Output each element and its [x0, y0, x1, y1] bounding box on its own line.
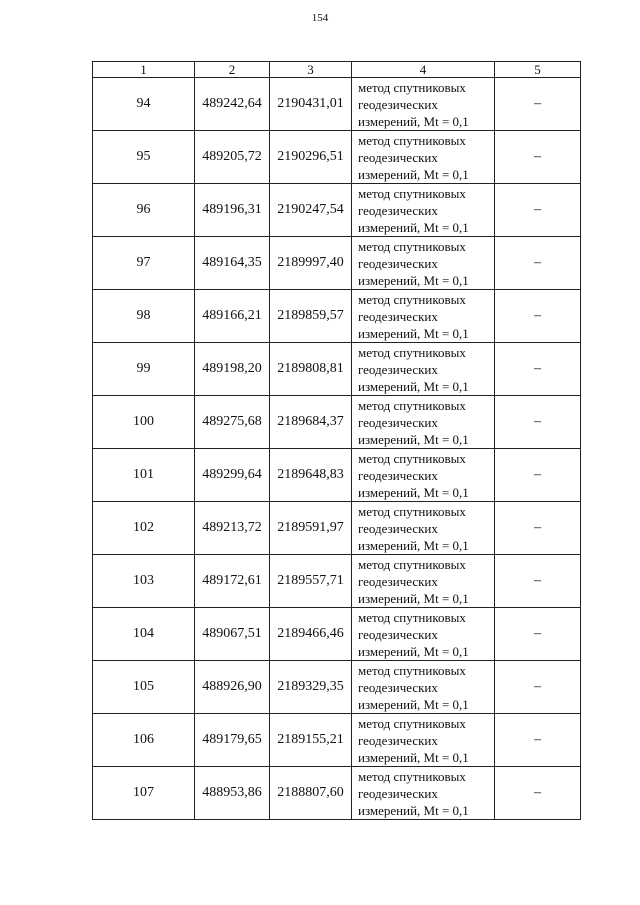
- method-text-line: геодезических: [358, 520, 438, 536]
- method-text-line: геодезических: [358, 255, 438, 271]
- header-col-4: 4: [352, 62, 495, 78]
- point-number-cell: 102: [93, 502, 195, 555]
- y-coordinate-cell: 2189648,83: [270, 449, 352, 502]
- method-text-line: геодезических: [358, 96, 438, 112]
- y-coordinate-cell: 2188807,60: [270, 767, 352, 820]
- method-text-line: геодезических: [358, 626, 438, 642]
- column-5-cell: –: [495, 343, 581, 396]
- method-text-line: метод спутниковых: [358, 609, 466, 625]
- method-cell: [352, 714, 495, 767]
- table-row: [93, 184, 581, 237]
- table-row: [93, 131, 581, 184]
- method-text-line: геодезических: [358, 732, 438, 748]
- header-col-3: 3: [270, 62, 352, 78]
- x-coordinate-cell: 489067,51: [195, 608, 270, 661]
- method-text-line: измерений, Mt = 0,1: [358, 325, 469, 341]
- method-cell: [352, 131, 495, 184]
- y-coordinate-cell: 2189155,21: [270, 714, 352, 767]
- y-coordinate-cell: 2189557,71: [270, 555, 352, 608]
- method-text-line: измерений, Mt = 0,1: [358, 484, 469, 500]
- point-number-cell: 104: [93, 608, 195, 661]
- x-coordinate-cell: 489172,61: [195, 555, 270, 608]
- column-5-cell: –: [495, 767, 581, 820]
- column-5-cell: –: [495, 290, 581, 343]
- header-col-5: 5: [495, 62, 581, 78]
- x-coordinate-cell: 488953,86: [195, 767, 270, 820]
- method-cell: [352, 396, 495, 449]
- point-number-cell: 106: [93, 714, 195, 767]
- point-number-cell: 103: [93, 555, 195, 608]
- method-text-line: измерений, Mt = 0,1: [358, 113, 469, 129]
- method-text-line: измерений, Mt = 0,1: [358, 166, 469, 182]
- method-cell: [352, 343, 495, 396]
- column-5-cell: –: [495, 555, 581, 608]
- method-text-line: геодезических: [358, 785, 438, 801]
- x-coordinate-cell: 489299,64: [195, 449, 270, 502]
- method-text-line: геодезических: [358, 149, 438, 165]
- method-text-line: метод спутниковых: [358, 79, 466, 95]
- table-row: [93, 290, 581, 343]
- point-number-cell: 98: [93, 290, 195, 343]
- method-text-line: метод спутниковых: [358, 132, 466, 148]
- x-coordinate-cell: 489164,35: [195, 237, 270, 290]
- x-coordinate-cell: 489242,64: [195, 78, 270, 131]
- method-text-line: измерений, Mt = 0,1: [358, 537, 469, 553]
- method-text-line: метод спутниковых: [358, 450, 466, 466]
- y-coordinate-cell: 2189997,40: [270, 237, 352, 290]
- coordinates-table: [92, 61, 581, 820]
- y-coordinate-cell: 2189591,97: [270, 502, 352, 555]
- point-number-cell: 94: [93, 78, 195, 131]
- method-text-line: метод спутниковых: [358, 662, 466, 678]
- method-text-line: измерений, Mt = 0,1: [358, 590, 469, 606]
- header-col-2: 2: [195, 62, 270, 78]
- method-text-line: измерений, Mt = 0,1: [358, 431, 469, 447]
- header-col-1: 1: [93, 62, 195, 78]
- column-5-cell: –: [495, 396, 581, 449]
- point-number-cell: 99: [93, 343, 195, 396]
- method-text-line: геодезических: [358, 202, 438, 218]
- method-text-line: геодезических: [358, 361, 438, 377]
- table-row: [93, 502, 581, 555]
- method-text-line: геодезических: [358, 308, 438, 324]
- method-text-line: геодезических: [358, 467, 438, 483]
- method-text-line: метод спутниковых: [358, 238, 466, 254]
- point-number-cell: 96: [93, 184, 195, 237]
- y-coordinate-cell: 2190431,01: [270, 78, 352, 131]
- x-coordinate-cell: 489213,72: [195, 502, 270, 555]
- column-5-cell: –: [495, 502, 581, 555]
- method-text-line: метод спутниковых: [358, 291, 466, 307]
- method-text-line: измерений, Mt = 0,1: [358, 802, 469, 818]
- x-coordinate-cell: 488926,90: [195, 661, 270, 714]
- x-coordinate-cell: 489275,68: [195, 396, 270, 449]
- x-coordinate-cell: 489196,31: [195, 184, 270, 237]
- method-text-line: измерений, Mt = 0,1: [358, 696, 469, 712]
- method-cell: [352, 661, 495, 714]
- method-cell: [352, 449, 495, 502]
- table-header-row: [93, 62, 581, 78]
- method-cell: [352, 502, 495, 555]
- column-5-cell: –: [495, 131, 581, 184]
- y-coordinate-cell: 2189466,46: [270, 608, 352, 661]
- method-text-line: геодезических: [358, 414, 438, 430]
- method-text-line: измерений, Mt = 0,1: [358, 378, 469, 394]
- method-text-line: метод спутниковых: [358, 715, 466, 731]
- table-row: [93, 608, 581, 661]
- method-cell: [352, 555, 495, 608]
- method-text-line: метод спутниковых: [358, 185, 466, 201]
- column-5-cell: –: [495, 237, 581, 290]
- y-coordinate-cell: 2189859,57: [270, 290, 352, 343]
- column-5-cell: –: [495, 714, 581, 767]
- method-text-line: метод спутниковых: [358, 556, 466, 572]
- column-5-cell: –: [495, 608, 581, 661]
- table-row: [93, 449, 581, 502]
- method-cell: [352, 78, 495, 131]
- y-coordinate-cell: 2190247,54: [270, 184, 352, 237]
- table-row: [93, 555, 581, 608]
- point-number-cell: 97: [93, 237, 195, 290]
- point-number-cell: 107: [93, 767, 195, 820]
- point-number-cell: 101: [93, 449, 195, 502]
- point-number-cell: 100: [93, 396, 195, 449]
- method-text-line: метод спутниковых: [358, 503, 466, 519]
- table-row: [93, 396, 581, 449]
- method-text-line: измерений, Mt = 0,1: [358, 749, 469, 765]
- column-5-cell: –: [495, 78, 581, 131]
- x-coordinate-cell: 489198,20: [195, 343, 270, 396]
- y-coordinate-cell: 2189329,35: [270, 661, 352, 714]
- table-row: [93, 237, 581, 290]
- table-row: [93, 767, 581, 820]
- point-number-cell: 105: [93, 661, 195, 714]
- table-row: [93, 714, 581, 767]
- method-text-line: измерений, Mt = 0,1: [358, 272, 469, 288]
- x-coordinate-cell: 489179,65: [195, 714, 270, 767]
- method-cell: [352, 184, 495, 237]
- column-5-cell: –: [495, 184, 581, 237]
- column-5-cell: –: [495, 661, 581, 714]
- x-coordinate-cell: 489205,72: [195, 131, 270, 184]
- y-coordinate-cell: 2190296,51: [270, 131, 352, 184]
- method-cell: [352, 608, 495, 661]
- table-row: [93, 78, 581, 131]
- y-coordinate-cell: 2189684,37: [270, 396, 352, 449]
- method-text-line: метод спутниковых: [358, 344, 466, 360]
- method-text-line: измерений, Mt = 0,1: [358, 219, 469, 235]
- method-cell: [352, 767, 495, 820]
- method-text-line: метод спутниковых: [358, 768, 466, 784]
- column-5-cell: –: [495, 449, 581, 502]
- table-row: [93, 343, 581, 396]
- method-text-line: метод спутниковых: [358, 397, 466, 413]
- x-coordinate-cell: 489166,21: [195, 290, 270, 343]
- method-cell: [352, 290, 495, 343]
- page-number: 154: [311, 12, 329, 24]
- method-text-line: геодезических: [358, 679, 438, 695]
- method-text-line: измерений, Mt = 0,1: [358, 643, 469, 659]
- y-coordinate-cell: 2189808,81: [270, 343, 352, 396]
- table-row: [93, 661, 581, 714]
- method-cell: [352, 237, 495, 290]
- point-number-cell: 95: [93, 131, 195, 184]
- method-text-line: геодезических: [358, 573, 438, 589]
